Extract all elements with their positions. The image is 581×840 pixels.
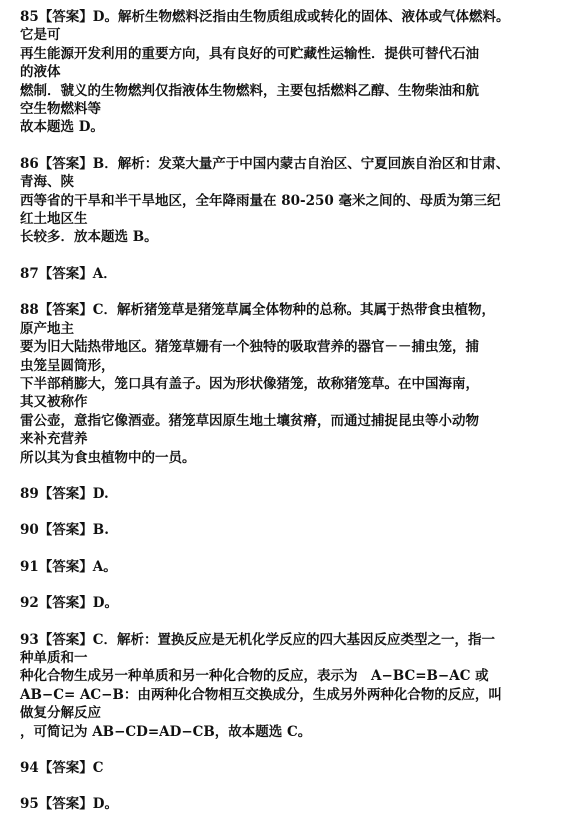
answer-85-line-5: 燃制．虢义的生物燃判仅指液体生物燃料，主要包括燃料乙醇、生物柴油和航 [20,82,479,99]
spacer [20,467,573,485]
answer-86 [20,155,573,247]
answer-93-line-3: 种化合物生成另一种单质和另一种化合物的反应，表示为 A−BC=B−AC 或 [20,668,489,685]
answer-87 [20,265,573,283]
answer-86-line-2: 青海、陕 [20,174,74,191]
answer-85-line-1: 85【答案】D。解析生物燃料泛指由生物质组成或转化的固体、液体或气体燃料。 [20,9,510,25]
answer-85-line-6: 空生物燃料等 [20,101,101,118]
answer-88-line-8: 来补充营养 [20,431,88,448]
spacer [20,777,573,795]
answer-95-line-1: 95【答案】D。 [20,796,118,813]
answer-89-line-1: 89【答案】D. [20,485,109,502]
answer-95 [20,795,573,813]
answer-94-line-1: 94【答案】C [20,760,104,776]
answer-93-line-2: 种单质和一 [20,649,88,666]
spacer [20,247,573,265]
answer-88 [20,301,573,467]
answer-86-line-5: 长较多．放本题选 B。 [20,229,158,246]
spacer [20,540,573,558]
answer-92-line-1: 92【答案】D。 [20,595,118,612]
answer-85-line-4: 的液体 [20,64,61,81]
spacer [20,137,573,155]
answer-88-line-4: 虫笼呈圆筒形， [20,357,115,374]
answer-93-line-6: ，可简记为 AB−CD=AD−CB，故本题选 C。 [20,723,312,740]
answer-85-line-2: 它是可 [20,27,61,44]
answer-91-line-1: 91【答案】A。 [20,558,117,575]
answer-86-line-4: 红土地区生 [20,211,88,228]
answer-86-line-3: 西等省的干旱和半干旱地区，全年降雨量在 80-250 毫米之间的、母质为第三纪 [20,192,501,209]
answer-88-line-7: 雷公壶，意指它像酒壶。猪笼草因原生地土壤贫瘠，而通过捕捉昆虫等小动物 [20,412,479,429]
spacer [20,576,573,594]
answer-92 [20,594,573,612]
answer-93-line-4: AB−C= AC−B：由两种化合物相互交换成分，生成另外两种化合物的反应，叫 [20,686,502,703]
answer-87-line-1: 87【答案】A． [20,265,117,282]
answer-85 [20,8,573,137]
answer-93-line-1: 93【答案】C．解析：置换反应是无机化学反应的四大基因反应类型之一，指一 [20,631,496,648]
answer-88-line-2: 原产地主 [20,320,74,337]
answer-88-line-5: 下半部稍膨大，笼口具有盖子。因为形状像猪笼，故称猪笼草。在中国海南， [20,375,479,392]
answer-91 [20,558,573,576]
answer-93-line-5: 做复分解反应 [20,705,101,722]
answer-88-line-1: 88【答案】C．解析猪笼草是猪笼草属全体物种的总称。其属于热带食虫植物， [20,302,496,319]
answer-93 [20,631,573,741]
answer-90-line-1: 90【答案】B. [20,522,109,539]
answer-89 [20,485,573,503]
answer-85-line-7: 故本题选 D。 [20,119,104,136]
spacer [20,613,573,631]
spacer [20,283,573,301]
answer-88-line-9: 所以其为食虫植物中的一员。 [20,449,196,466]
spacer [20,741,573,759]
answer-88-line-6: 其又被称作 [20,394,88,411]
answer-90 [20,521,573,539]
answer-88-line-3: 要为旧大陆热带地区。猪笼草姗有一个独特的吸取营养的器官－－捕虫笼，捕 [20,339,479,356]
answer-86-line-1: 86【答案】B．解析：发菜大量产于中国内蒙古自治区、宁夏回族自治区和甘肃、 [20,155,510,172]
answer-85-line-3: 再生能源开发利用的重要方向，具有良好的可贮藏性运输性．提供可替代石油 [20,45,479,62]
answer-94 [20,759,573,777]
spacer [20,503,573,521]
